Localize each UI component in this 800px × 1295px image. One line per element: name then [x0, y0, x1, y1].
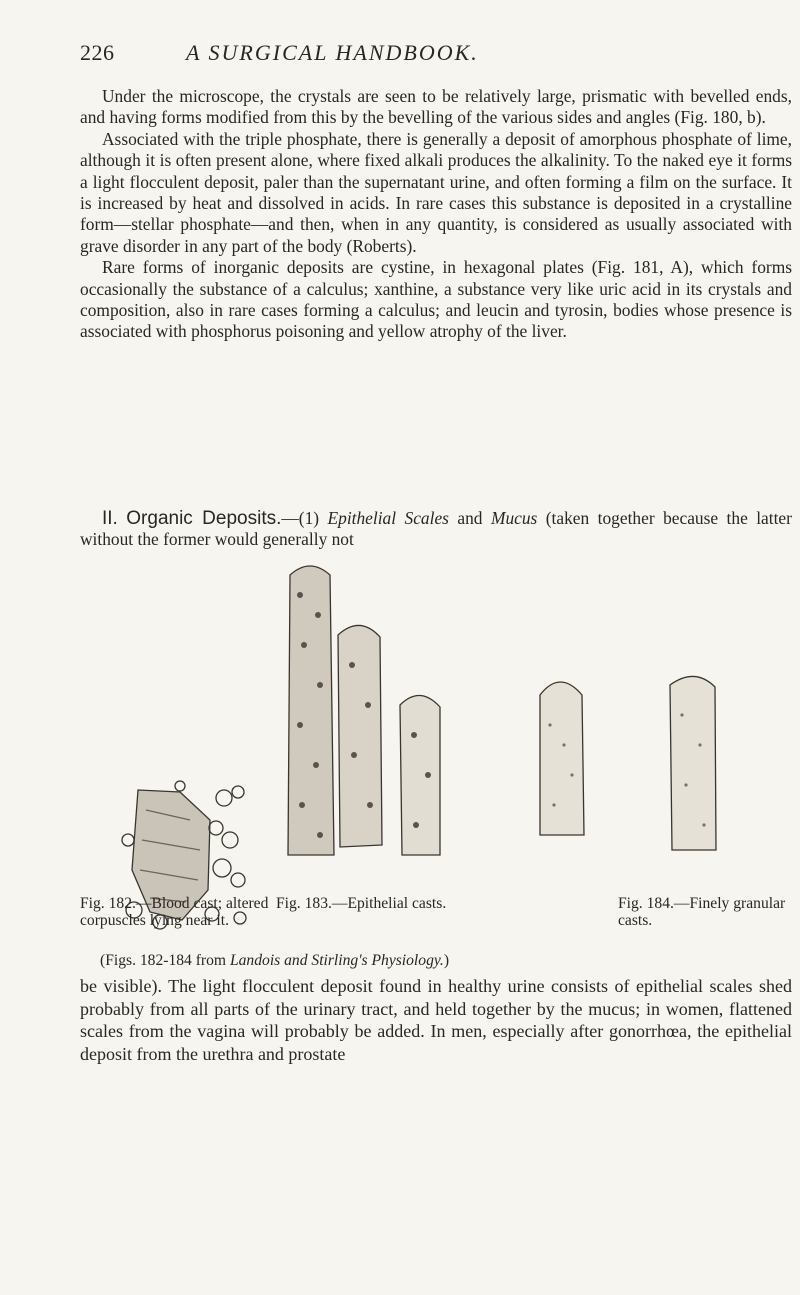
source-suffix: )	[443, 952, 450, 969]
section-organic-deposits	[80, 508, 792, 551]
paragraph-amorphous-phosphate: Associated with the triple phosphate, there is generally a deposit of amorphous phosphate of lime, although it is often present alone, where fixed alkali produces the alkalinity. To the naked eye it forms a light flocculent deposit, paler than the supernatant urine, and often forming a film on the surface. It is increased by heat and dissolved in acids. In rare cases this substance is deposited in a crystalline form—stellar phosphate—and then, when in any quantity, is considered as usually associated with grave disorder in any part of the body (Roberts).	[80, 128, 792, 256]
section-title: Organic Deposits.	[126, 508, 282, 529]
fig-183-epithelial-casts-illustration	[270, 555, 470, 865]
caption-fig-184: Fig. 184.—Finely granular casts.	[618, 895, 786, 929]
figure-plate	[80, 555, 792, 860]
paragraph-crystals: Under the microscope, the crystals are seen to be relatively large, prismatic with bevelled ends, and having forms modified from this by the bevelling of the various sides and angles (Fig. 180, b).	[80, 86, 792, 128]
figure-source	[100, 952, 449, 970]
caption-fig-182: Fig. 182.—Blood cast; altered corpuscles lying near it.	[80, 895, 269, 929]
term-epithelial-scales: Epithelial Scales	[327, 508, 449, 528]
source-title: Landois and Stirling's Physiology.	[229, 952, 444, 969]
section-dash: —(1)	[281, 508, 320, 528]
paragraph-rare-deposits: Rare forms of inorganic deposits are cystine, in hexagonal plates (Fig. 181, A), which forms occasionally the substance of a calculus; xanthine, a substance very like uric acid in its crystals and composition, also in rare cases forming a calculus; and leucin and tyrosin, bodies whose presence is associated with phosphorus poisoning and yellow atrophy of the liver.	[80, 257, 792, 342]
running-title: A SURGICAL HANDBOOK.	[186, 40, 479, 65]
word-and: and	[457, 508, 483, 528]
top-text-block	[80, 86, 792, 343]
fig-184-granular-casts-illustration	[520, 665, 750, 855]
paragraph-epithelial-deposit: be visible). The light flocculent deposit found in healthy urine consists of epithelial scales shed probably from all parts of the urinary tract, and held together by the mucus; in women, flattened scales from the vagina will probably be added. In men, especially after gonorrhœa, the epithelial deposit from the urethra and prostate	[80, 976, 792, 1064]
page-number: 226	[80, 40, 115, 65]
caption-fig-183: Fig. 183.—Epithelial casts.	[276, 895, 447, 912]
term-mucus: Mucus	[490, 508, 538, 528]
section-number: II.	[102, 508, 118, 529]
page-header	[80, 40, 780, 66]
bottom-text-block	[80, 975, 792, 1065]
source-prefix: (Figs. 182-184 from	[100, 952, 227, 969]
section-rest: (taken together because the latter without the former would generally not	[80, 508, 792, 550]
